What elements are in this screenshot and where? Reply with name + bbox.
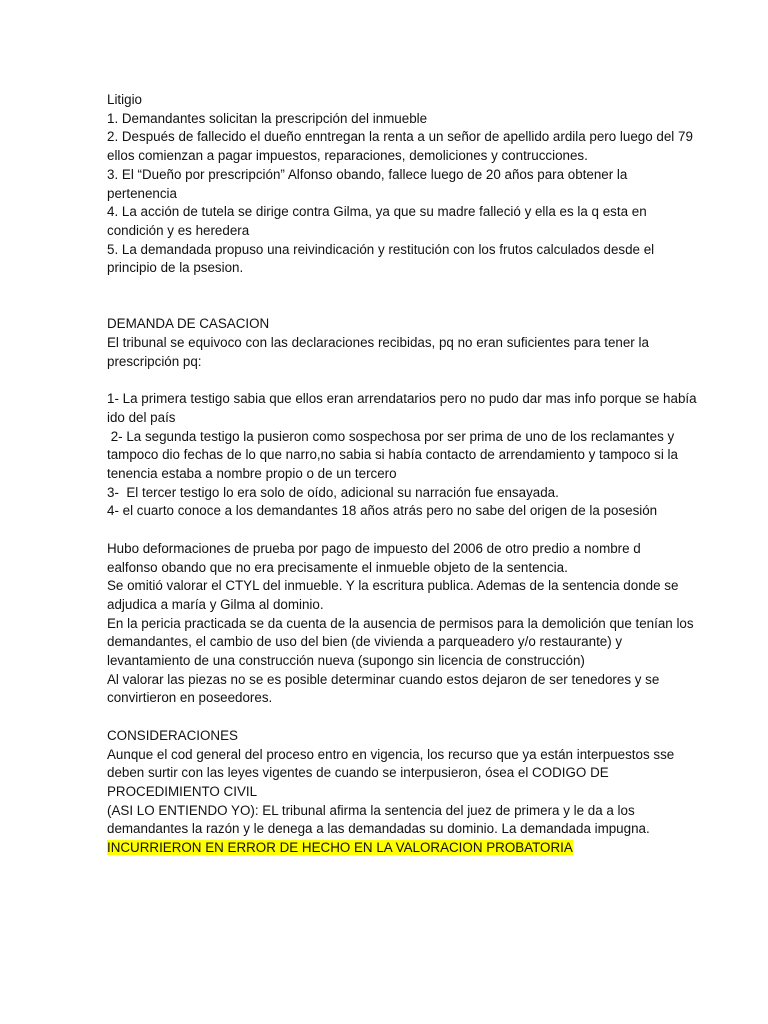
- text-line: condición y es heredera: [107, 222, 250, 238]
- text-line: demandantes la razón y le denega a las demandadas su dominio. La demandada impugna.: [107, 821, 650, 837]
- text-line: ellos comienzan a pagar impuestos, reparaciones, demoliciones y contrucciones.: [107, 148, 588, 164]
- text-line: adjudica a maría y Gilma al dominio.: [107, 596, 324, 612]
- text-line: Al valorar las piezas no se es posible determinar cuando estos dejaron de ser tenedores y se: [107, 671, 660, 687]
- text-line: El tribunal se equivoco con las declaraciones recibidas, pq no eran suficientes para tener la: [107, 335, 649, 351]
- witness-line: 4- el cuarto conoce a los demandantes 18 años atrás pero no sabe del origen de la posesión: [107, 503, 658, 519]
- text-line: Hubo deformaciones de prueba por pago de impuesto del 2006 de otro predio a nombre d: [107, 540, 641, 556]
- text-line: En la pericia practicada se da cuenta de la ausencia de permisos para la demolición que tenían los: [107, 615, 694, 631]
- text-line: convirtieron en poseedores.: [107, 690, 273, 706]
- text-line: (ASI LO ENTIENDO YO): EL tribunal afirma la sentencia del juez de primera y le da a los: [107, 802, 635, 818]
- spacer: [107, 297, 667, 316]
- spacer: [107, 372, 667, 391]
- text-line: Se omitió valorar el CTYL del inmueble. Y la escritura publica. Ademas de la sentencia donde se: [107, 578, 679, 594]
- spacer: [107, 278, 667, 297]
- witness-line: ido del país: [107, 409, 176, 425]
- text-line: deben surtir con las leyes vigentes de cuando se interpusieron, ósea el CODIGO DE: [107, 765, 609, 781]
- highlighted-text: INCURRIERON EN ERROR DE HECHO EN LA VALORACION PROBATORIA: [107, 840, 573, 856]
- text-line: 3. El “Dueño por prescripción” Alfonso obando, fallece luego de 20 años para obtener la: [107, 166, 628, 182]
- witness-line: 3- El tercer testigo lo era solo de oído, adicional su narración fue ensayada.: [107, 484, 559, 500]
- section-heading-litigio: Litigio: [107, 92, 142, 107]
- spacer: [107, 708, 667, 727]
- highlighted-conclusion: [107, 839, 667, 858]
- text-line: 1. Demandantes solicitan la prescripción del inmueble: [107, 110, 428, 126]
- witness-line: tampoco dio fechas de lo que narro,no sabia si había contacto de arrendamiento y tampoco si la: [107, 447, 678, 463]
- text-line: demandantes, el cambio de uso del bien (de vivienda a parqueadero y/o restaurante) y: [107, 634, 623, 650]
- witness-line: 1- La primera testigo sabia que ellos eran arrendatarios pero no pudo dar mas info porque se había: [107, 391, 697, 407]
- text-line: 2. Después de fallecido el dueño enntregan la renta a un señor de apellido ardila pero luego del 79: [107, 129, 693, 145]
- witness-line: tenencia estaba a nombre propio o de un tercero: [107, 466, 397, 482]
- section-heading-demanda: DEMANDA DE CASACION: [107, 316, 270, 332]
- witness-line: 2- La segunda testigo la pusieron como sospechosa por ser prima de uno de los reclamantes y: [107, 428, 675, 444]
- text-line: 5. La demandada propuso una reivindicación y restitución con los frutos calculados desde el: [107, 241, 655, 257]
- text-line: ealfonso obando que no era precisamente el inmueble objeto de la sentencia.: [107, 559, 568, 575]
- text-line: levantamiento de una construcción nueva (supongo sin licencia de construcción): [107, 653, 585, 669]
- spacer: [107, 521, 667, 540]
- text-line: prescripción pq:: [107, 353, 202, 369]
- document-page: [107, 91, 697, 858]
- text-line: PROCEDIMIENTO CIVIL: [107, 783, 258, 799]
- section-heading-consideraciones: CONSIDERACIONES: [107, 727, 238, 743]
- text-line: principio de la psesion.: [107, 260, 244, 276]
- text-line: pertenencia: [107, 185, 177, 201]
- text-line: Aunque el cod general del proceso entro en vigencia, los recurso que ya están interpuestos sse: [107, 746, 675, 762]
- text-line: 4. La acción de tutela se dirige contra Gilma, ya que su madre falleció y ella es la q esta en: [107, 204, 647, 220]
